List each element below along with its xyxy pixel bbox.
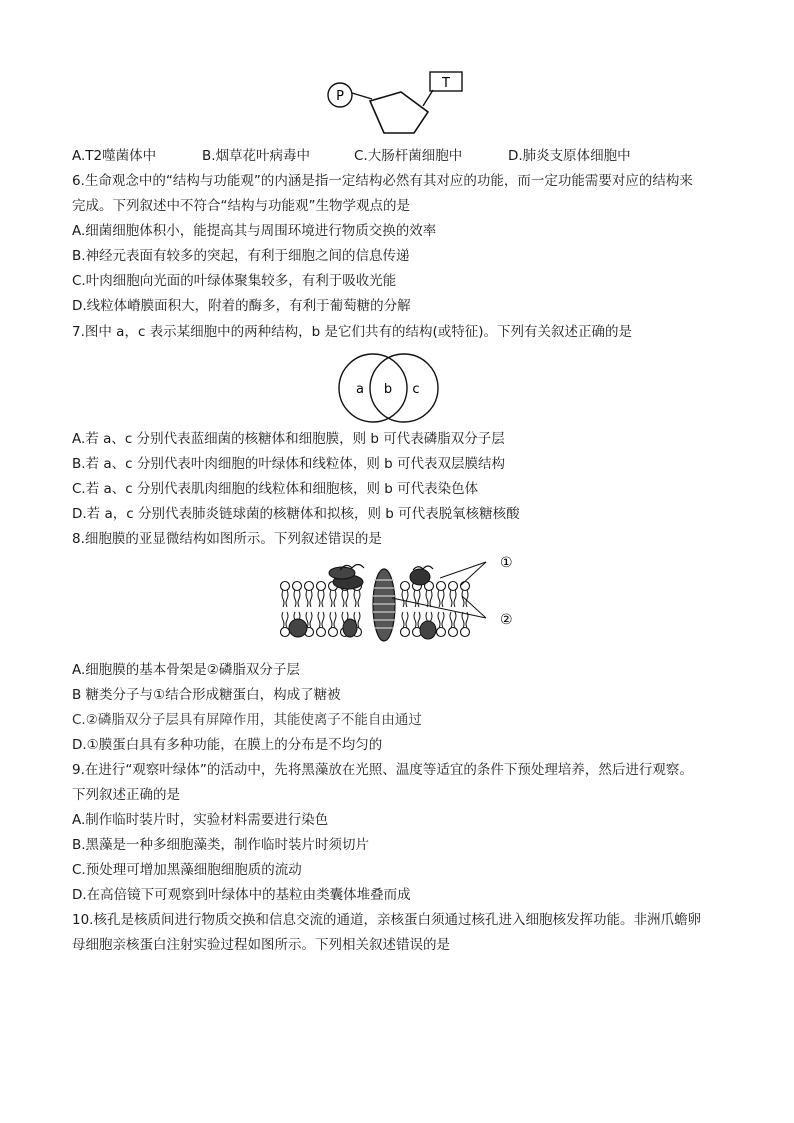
q9-option-c: C.预处理可增加黑藻细胞细胞质的流动 bbox=[72, 862, 302, 878]
phospholipid-head bbox=[449, 582, 458, 591]
phospholipid-tail bbox=[354, 590, 360, 607]
venn-label-b: b bbox=[383, 382, 393, 397]
nucleotide-figure bbox=[0, 0, 794, 140]
q6-option-c: C.叶肉细胞向光面的叶绿体聚集较多，有利于吸收光能 bbox=[72, 273, 397, 289]
q9-option-b: B.黑藻是一种多细胞藻类，制作临时装片时须切片 bbox=[72, 837, 370, 853]
pentose-ring bbox=[370, 92, 428, 133]
q5-option-b: B.烟草花叶病毒中 bbox=[202, 148, 311, 164]
venn-label-a: a bbox=[356, 382, 364, 397]
q7-option-a: A.若 a、c 分别代表蓝细菌的核糖体和细胞膜，则 b 可代表磷脂双分子层 bbox=[72, 431, 505, 447]
q7-stem: 7.图中 a，c 表示某细胞中的两种结构，b 是它们共有的结构(或特征)。下列有关叙述正确的是 bbox=[72, 324, 633, 340]
label-circled-1: ① bbox=[500, 555, 513, 571]
q7-option-b: B.若 a、c 分别代表叶肉细胞的叶绿体和线粒体，则 b 可代表双层膜结构 bbox=[72, 456, 505, 472]
phospholipid-head bbox=[317, 582, 326, 591]
q10-stem-line-2: 母细胞亲核蛋白注射实验过程如图所示。下列相关叙述错误的是 bbox=[72, 937, 450, 953]
phospholipid-tail bbox=[342, 590, 348, 607]
protein-inner-mid bbox=[343, 619, 357, 637]
phospholipid-head bbox=[293, 582, 302, 591]
phosphate-label: P bbox=[336, 89, 344, 104]
protein-inner-left bbox=[289, 619, 307, 637]
q9-stem-line-1: 9.在进行“观察叶绿体”的活动中，先将黑藻放在光照、温度等适宜的条件下预处理培养，然后进行观察。 bbox=[72, 762, 693, 778]
q6-stem-line-1: 6.生命观念中的“结构与功能观”的内涵是指一定结构必然有其对应的功能，而一定功能需要对应的结构来 bbox=[72, 173, 693, 189]
q7-option-c: C.若 a、c 分别代表肌肉细胞的线粒体和细胞核，则 b 可代表染色体 bbox=[72, 481, 479, 497]
q8-option-d: D.①膜蛋白具有多种功能，在膜上的分布是不均匀的 bbox=[72, 737, 383, 753]
q10-stem-line-1: 10.核孔是核质间进行物质交换和信息交流的通道，亲核蛋白须通过核孔进入细胞核发挥功能。非洲爪蟾卵 bbox=[72, 912, 701, 928]
phospholipid-tail bbox=[414, 612, 420, 628]
phospholipid-head bbox=[437, 628, 446, 637]
phospholipid-head bbox=[401, 582, 410, 591]
phospholipid-tail bbox=[414, 590, 420, 607]
phospholipid-head bbox=[281, 628, 290, 637]
peripheral-protein-outer-left bbox=[329, 567, 355, 579]
peripheral-protein-outer-right bbox=[410, 569, 430, 585]
label-circled-2: ② bbox=[500, 612, 513, 628]
phospholipid-head bbox=[281, 582, 290, 591]
phospholipid-tail bbox=[282, 590, 288, 607]
venn-label-c: c bbox=[412, 382, 420, 397]
q6-option-b: B.神经元表面有较多的突起，有利于细胞之间的信息传递 bbox=[72, 248, 410, 264]
phospholipid-head bbox=[317, 628, 326, 637]
q6-option-a: A.细菌细胞体积小，能提高其与周围环境进行物质交换的效率 bbox=[72, 223, 437, 239]
q9-option-d: D.在高倍镜下可观察到叶绿体中的基粒由类囊体堆叠而成 bbox=[72, 887, 411, 903]
phospholipid-tail bbox=[318, 612, 324, 628]
phospholipid-tail bbox=[282, 612, 288, 628]
q8-option-a: A.细胞膜的基本骨架是②磷脂双分子层 bbox=[72, 662, 300, 678]
q8-option-c: C.②磷脂双分子层具有屏障作用，其能使离子不能自由通过 bbox=[72, 712, 422, 728]
phospholipid-head bbox=[305, 582, 314, 591]
phospholipid-tail bbox=[330, 590, 336, 607]
q6-stem-line-2: 完成。下列叙述中不符合“结构与功能观”生物学观点的是 bbox=[72, 198, 410, 214]
phospholipid-tail bbox=[438, 612, 444, 628]
base-label: T bbox=[442, 76, 450, 91]
phospholipid-tail bbox=[402, 612, 408, 628]
phospholipid-head bbox=[437, 582, 446, 591]
phospholipid-tail bbox=[450, 590, 456, 607]
phospholipid-head bbox=[449, 628, 458, 637]
q9-stem-line-2: 下列叙述正确的是 bbox=[72, 787, 180, 803]
q5-option-a: A.T2噬菌体中 bbox=[72, 148, 157, 164]
phospholipid-tail bbox=[318, 590, 324, 607]
phospholipid-head bbox=[461, 628, 470, 637]
phospholipid-head bbox=[401, 628, 410, 637]
base-bond bbox=[423, 90, 433, 106]
phospholipid-head bbox=[461, 582, 470, 591]
phospholipid-tail bbox=[330, 612, 336, 628]
venn-circle-c bbox=[370, 354, 438, 422]
phospholipid-tail bbox=[438, 590, 444, 607]
pointer-line-2a bbox=[392, 598, 486, 618]
phospholipid-tail bbox=[294, 590, 300, 607]
phospholipid-tail bbox=[426, 590, 432, 607]
q5-option-c: C.大肠杆菌细胞中 bbox=[354, 148, 463, 164]
q8-stem: 8.细胞膜的亚显微结构如图所示。下列叙述错误的是 bbox=[72, 531, 382, 547]
protein-inner-right bbox=[420, 621, 436, 639]
venn-circle-a bbox=[339, 354, 407, 422]
phospholipid-tail bbox=[450, 612, 456, 628]
venn-diagram bbox=[0, 348, 794, 438]
phospholipid-tail bbox=[402, 590, 408, 607]
q8-option-b: B 糖类分子与①结合形成糖蛋白，构成了糖被 bbox=[72, 687, 341, 703]
pointer-line-1b bbox=[460, 562, 486, 586]
q7-option-d: D.若 a，c 分别代表肺炎链球菌的核糖体和拟核，则 b 可代表脱氧核糖核酸 bbox=[72, 506, 520, 522]
pointer-line-2b bbox=[462, 596, 486, 618]
pointer-line-1a bbox=[440, 562, 486, 578]
phospholipid-head bbox=[329, 628, 338, 637]
q9-option-a: A.制作临时装片时，实验材料需要进行染色 bbox=[72, 812, 329, 828]
q6-option-d: D.线粒体嵴膜面积大，附着的酶多，有利于葡萄糖的分解 bbox=[72, 298, 411, 314]
cell-membrane-diagram bbox=[0, 555, 794, 650]
q5-option-d: D.肺炎支原体细胞中 bbox=[508, 148, 631, 164]
phospholipid-tail bbox=[306, 590, 312, 607]
phosphate-bond bbox=[352, 93, 372, 99]
